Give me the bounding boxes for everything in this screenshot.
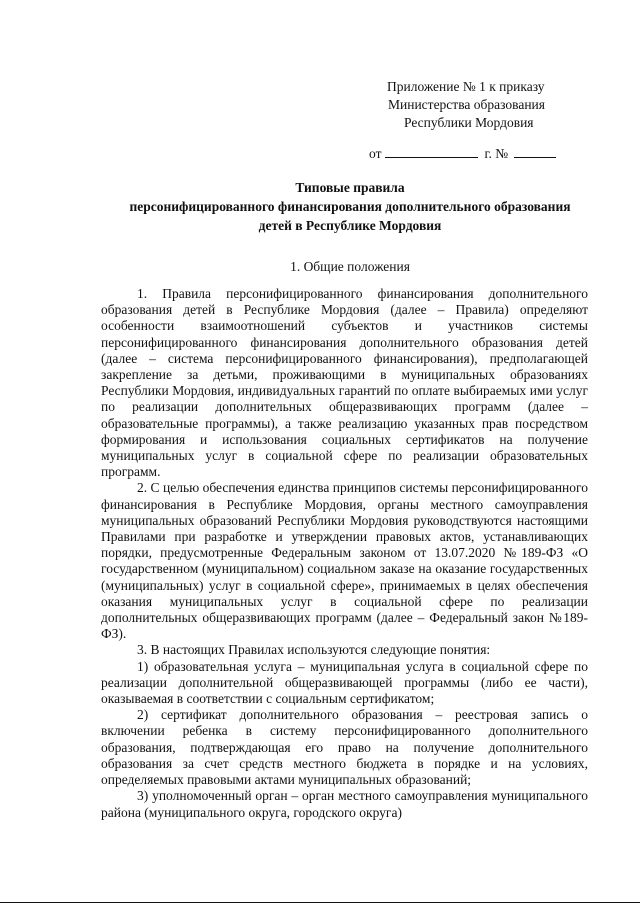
section-heading: 1. Общие положения bbox=[290, 259, 410, 274]
page-bottom-rule bbox=[0, 902, 640, 903]
order-date-blank bbox=[385, 145, 478, 158]
paragraph-1: 1. Правила персонифицированного финансирования дополнительного образования детей в Республике Мордовия (далее – Правила) определяют особенности взаимоотношений субъектов и участников системы персонифицированного финансирования дополнительного образования детей (далее – система персонифицированного финансирования), предполагающей закрепление за детьми, проживающими в муниципальных образованиях Республики Мордовия, индивидуальных гарантий по оплате выбираемых ими услуг по реализации дополнительных общеразвивающих программ (далее – образовательные программы), а также реализацию указанных прав посредством формирования и использования социальных сертификатов на получение муниципальных услуг в социальной сфере по реализации образовательных программ. bbox=[101, 286, 588, 480]
approval-line-1: Приложение № 1 к приказу bbox=[387, 79, 545, 94]
paragraph-2: 2. С целью обеспечения единства принципов системы персонифицированного финансирования в Республике Мордовия, органы местного самоуправления муниципальных образований Республики Мордовия руководствуются настоящими Правилами при разработке и утверждении правовых актов, устанавливающих порядки, предусмотренные Федеральным законом от 13.07.2020 №189-ФЗ «О государственном (муниципальном) социальном заказе на оказание государственных (муниципальных) услуг в социальной сфере», принимаемых в целях обеспечения оказания муниципальных услуг в социальной сфере по реализации дополнительных общеразвивающих программ (далее – Федеральный закон №189-ФЗ). bbox=[101, 480, 588, 642]
order-date-number-line bbox=[369, 145, 556, 163]
definition-1: 1) образовательная услуга – муниципальная услуга в социальной сфере по реализации дополнительной общеразвивающей программы (либо ее части), оказываемая в соответствии с социальным сертификатом; bbox=[101, 658, 588, 707]
document-body bbox=[101, 286, 588, 821]
title-line-2: персонифицированного финансирования дополнительного образования bbox=[129, 199, 571, 214]
document-title bbox=[100, 178, 600, 235]
approval-block bbox=[387, 78, 617, 132]
order-number-blank bbox=[514, 145, 556, 158]
title-line-1: Типовые правила bbox=[295, 180, 405, 195]
definition-3: 3) уполномоченный орган – орган местного самоуправления муниципального района (муниципального округа, городского округа) bbox=[101, 788, 588, 820]
definition-2: 2) сертификат дополнительного образования – реестровая запись о включении ребенка в систему персонифицированного дополнительного образования, подтверждающая его право на получение дополнительного образования за счет средств местного бюджета в порядке и на условиях, определяемых правовыми актами муниципальных образований; bbox=[101, 707, 588, 788]
order-from-label: от bbox=[369, 146, 382, 161]
order-number-label: г. № bbox=[484, 146, 509, 161]
approval-line-2: Министерства образования bbox=[388, 97, 545, 112]
paragraph-3: 3. В настоящих Правилах используются следующие понятия: bbox=[137, 642, 491, 658]
approval-line-3: Республики Мордовия bbox=[404, 115, 534, 130]
title-line-3: детей в Республике Мордовия bbox=[258, 218, 442, 233]
